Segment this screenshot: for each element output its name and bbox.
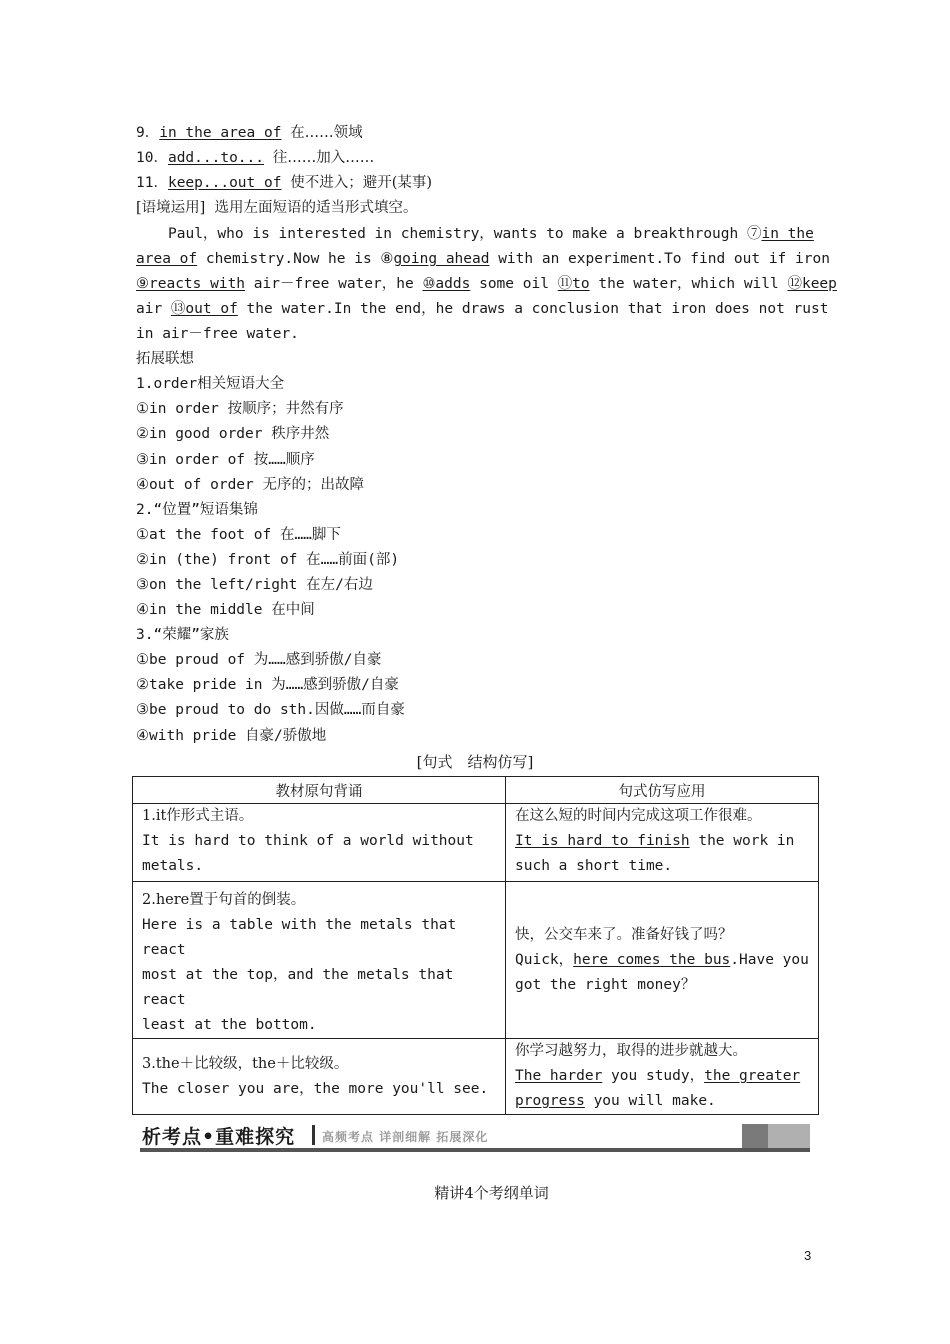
source-sentence-cell (133, 1039, 506, 1115)
answer-10: ⑩adds (422, 276, 471, 292)
answer-9: ⑨reacts with (136, 276, 246, 292)
phrase-english: keep...out of (167, 175, 282, 191)
imitation-text: Quick， (515, 951, 574, 968)
answer-12: ⑫keep (787, 276, 837, 292)
source-sentence-cell (133, 804, 506, 882)
rule-title: 2.here置于句首的倒装。 (142, 892, 306, 908)
passage-line-3 (136, 274, 837, 294)
group-2-item: ④in the middle 在中间 (136, 602, 315, 618)
answer-text: here comes the bus (573, 951, 731, 968)
structure-table (132, 776, 819, 1115)
imitation-cell (506, 1039, 819, 1115)
imitation-cell (506, 804, 819, 882)
imitation-line (515, 1064, 809, 1089)
answer-text: the greater (704, 1068, 801, 1084)
answer-text: progress (515, 1093, 585, 1109)
source-sentence-cell (133, 882, 506, 1039)
group-3-item: ③be proud to do sth.因做……而自豪 (136, 702, 405, 718)
source-line: most at the top，and the metals that react (142, 967, 454, 1008)
imitation-text: you study， (602, 1068, 705, 1084)
chinese-prompt: 在这么短的时间内完成这项工作很难。 (515, 808, 762, 824)
passage-text: chemistry.Now he is ⑧ (197, 251, 394, 267)
phrase-number: 9． (136, 125, 160, 141)
imitation-text: you will make. (584, 1093, 716, 1109)
chinese-prompt: 你学习越努力，取得的进步就越大。 (515, 1043, 747, 1059)
imitation-text: the work in (689, 833, 795, 849)
answer-text: The harder (515, 1068, 603, 1084)
expansion-heading: 拓展联想 (136, 351, 194, 367)
banner-block-dark (742, 1124, 768, 1148)
answer-text: It is hard to finish (515, 833, 690, 849)
group-3-item: ②take pride in 为……感到骄傲/自豪 (136, 677, 399, 693)
source-line: The closer you are，the more you'll see. (142, 1080, 489, 1097)
passage-text: the water，which will (589, 276, 788, 292)
rule-title: 1.it作形式主语。 (142, 808, 254, 824)
imitation-line (515, 829, 809, 854)
section-heading: 精讲4个考纲单词 (434, 1184, 549, 1202)
group-2-item: ①at the foot of 在……脚下 (136, 527, 341, 543)
imitation-line: such a short time. (515, 858, 673, 874)
table-row (133, 882, 819, 1039)
source-line: least at the bottom. (142, 1017, 317, 1033)
group-3-item: ④with pride 自豪/骄傲地 (136, 728, 327, 744)
phrase-11 (136, 173, 432, 193)
passage-line-4 (136, 299, 828, 319)
structure-title: [句式 结构仿写] (416, 753, 534, 771)
banner-block-light (768, 1124, 810, 1148)
group-1-title: 1.order相关短语大全 (136, 376, 285, 392)
passage-line-2 (136, 249, 830, 269)
group-3-title: 3.“荣耀”家族 (136, 627, 229, 643)
group-3-item: ①be proud of 为……感到骄傲/自豪 (136, 652, 382, 668)
section-banner (140, 1122, 810, 1152)
banner-subtitle: 高频考点 详剖细解 拓展深化 (322, 1130, 489, 1144)
passage-text: air－free water，he (245, 276, 423, 292)
column-header-left: 教材原句背诵 (133, 777, 506, 804)
context-use-label: [语境运用] (136, 200, 206, 216)
table-row (133, 1039, 819, 1115)
imitation-text: .Have you (730, 951, 809, 968)
phrase-10 (136, 148, 374, 168)
answer-13: ⑬out of (170, 301, 238, 317)
answer-7-cont: area of (136, 251, 198, 267)
column-header-right: 句式仿写应用 (506, 777, 819, 804)
passage-text: the water.In the end，he draws a conclusion that iron does not rust (237, 301, 829, 317)
page-number: 3 (804, 1248, 812, 1263)
group-2-title: 2.“位置”短语集锦 (136, 502, 258, 518)
group-1-item: ①in order 按顺序；井然有序 (136, 401, 344, 417)
imitation-line (515, 1089, 809, 1114)
imitation-cell (506, 882, 819, 1039)
passage-text: Paul，who is interested in chemistry，wants to make a breakthrough ⑦ (168, 226, 762, 242)
phrase-chinese: 往……加入…… (272, 150, 375, 166)
passage-text: some oil (470, 276, 558, 292)
group-1-item: ②in good order 秩序井然 (136, 426, 330, 442)
answer-8: going ahead (393, 251, 490, 267)
rule-title: 3.the＋比较级，the＋比较级。 (142, 1055, 349, 1072)
passage-text: air (136, 301, 171, 317)
group-1-item: ④out of order 无序的；出故障 (136, 477, 364, 493)
group-1-item: ③in order of 按……顺序 (136, 452, 315, 468)
source-line: metals. (142, 858, 204, 874)
phrase-number: 10． (136, 150, 168, 166)
imitation-line (515, 948, 809, 973)
passage-text: with an experiment.To find out if iron (489, 251, 830, 267)
passage-line-5: in air－free water. (136, 326, 299, 342)
passage-line-1 (168, 224, 814, 244)
source-line: It is hard to think of a world without (142, 833, 474, 849)
phrase-english: in the area of (159, 125, 282, 141)
chinese-prompt: 快，公交车来了。准备好钱了吗？ (515, 926, 733, 943)
phrase-chinese: 在……领域 (290, 125, 363, 141)
banner-title: 析考点•重难探究 (142, 1126, 296, 1148)
context-use-heading (136, 198, 418, 218)
answer-7: in the (761, 226, 814, 242)
group-2-item: ②in (the) front of 在……前面(部) (136, 552, 400, 568)
group-2-item: ③on the left/right 在左/右边 (136, 577, 373, 593)
phrase-english: add...to... (167, 150, 264, 166)
source-line: Here is a table with the metals that react (142, 917, 457, 958)
table-row (133, 804, 819, 882)
context-use-instruction: 选用左面短语的适当形式填空。 (214, 200, 418, 216)
banner-underline (140, 1148, 810, 1152)
imitation-line: got the right money？ (515, 976, 696, 993)
phrase-number: 11． (136, 175, 168, 191)
phrase-9 (136, 123, 363, 143)
answer-11: ⑪to (557, 276, 590, 292)
phrase-chinese: 使不进入；避开(某事) (290, 175, 433, 191)
banner-divider (312, 1125, 315, 1145)
